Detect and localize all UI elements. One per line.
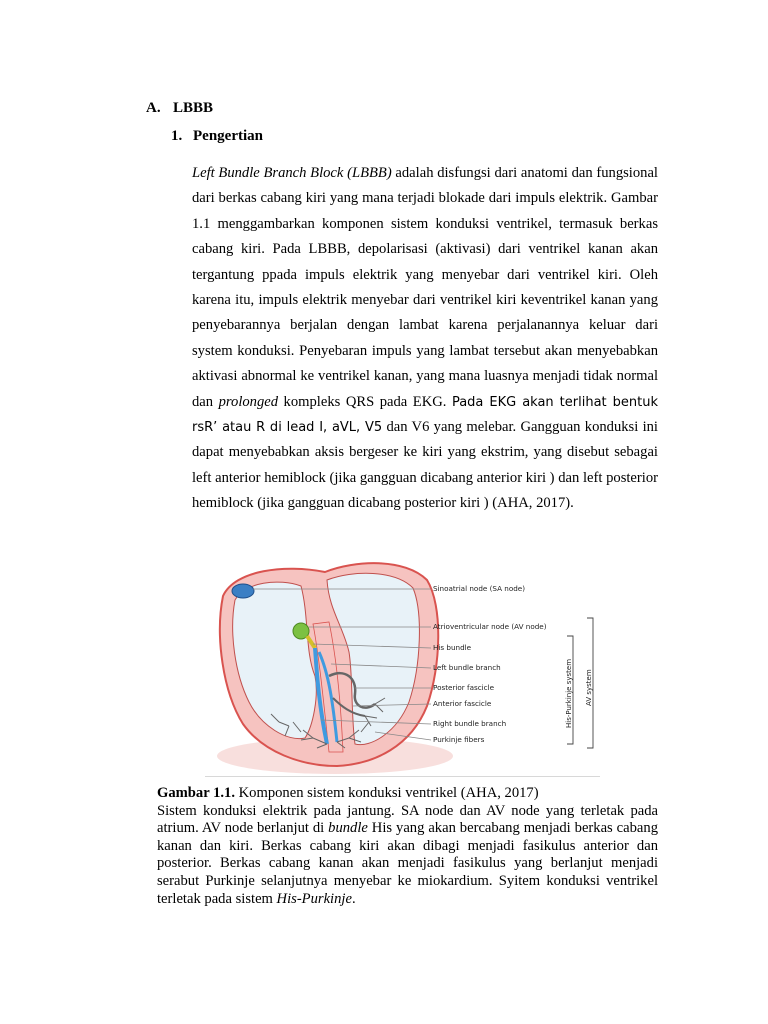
caption-term-bundle: bundle: [328, 820, 368, 837]
caption-text-2: His yang akan bercabang menjadi berkas cabang kanan dan kiri. Berkas cabang kiri akan dibagi menjadi fasikulus anterior dan posterior. Berkas cabang kanan akan menjadi fasikulus yang berlanjut menjadi serabut Purkinje selanjutnya menyebar ke miokardium. Syitem konduksi ventrikel terletak pada sistem: [157, 820, 658, 907]
section-title: LBBB: [173, 100, 214, 116]
sa-node: [232, 584, 254, 598]
paragraph-text-3: dan V6 yang melebar. Gangguan konduksi ini dapat menyebabkan aksis bergeser ke kiri yang ekstrim, yang disebut sebagai left anterior hemiblock (jika gangguan dicabang anterior kiri ) dan left posterior hemiblock (jika gangguan dicabang posterior kiri ) (AHA, 2017).: [192, 419, 658, 512]
label-left-bundle: Left bundle branch: [433, 663, 501, 672]
caption-title: Komponen sistem konduksi ventrikel (AHA, 2017): [234, 785, 539, 801]
label-his-bundle: His bundle: [433, 643, 472, 652]
label-his-purkinje-system: His-Purkinje system: [565, 658, 573, 728]
label-av-node: Atrioventricular node (AV node): [433, 622, 547, 631]
term-lbbb: Left Bundle Branch Block (LBBB): [192, 165, 392, 181]
caption-title-line: [157, 785, 658, 803]
paragraph-ecg-text: Pada EKG akan terlihat bentuk rsR’ atau R di lead I, aVL, V5: [192, 394, 658, 436]
label-sa-node: Sinoatrial node (SA node): [433, 584, 526, 593]
heart-conduction-figure: [205, 556, 600, 778]
paragraph-text-1: adalah disfungsi dari anatomi dan fungsional dari berkas cabang kiri yang mana terjadi blokade dari impuls elektrik. Gambar 1.1 menggambarkan komponen sistem konduksi ventrikel, termasuk berkas cabang kiri. Pada LBBB, depolarisasi (aktivasi) dari ventrikel kanan akan tergantung ppada impuls elektrik yang menyebar dari ventrikel kiri. Oleh karena itu, impuls elektrik menyebar dari ventrikel kiri keventrikel kanan yang penyebarannya berjalan dengan lambat karena perjalanannya keluar dari system konduksi. Penyebaran impuls yang lambat tersebut akan menyebabkan aktivasi abnormal ke ventrikel kanan, yang mana luasnya menjadi tidak normal dan: [192, 165, 658, 410]
term-prolonged: prolonged: [218, 393, 279, 410]
label-av-system: AV system: [585, 669, 593, 706]
heart-diagram: [205, 556, 600, 778]
figure-divider: [205, 776, 600, 777]
caption-text-1: Sistem konduksi elektrik pada jantung. SA node dan AV node yang terletak pada atrium. AV node berlanjut di: [157, 802, 658, 837]
label-right-bundle: Right bundle branch: [433, 719, 507, 728]
caption-text-3: .: [351, 890, 356, 907]
label-anterior-fascicle: Anterior fascicle: [433, 699, 492, 708]
figure-caption: [157, 785, 658, 908]
section-number: A.: [146, 100, 161, 116]
body-paragraph: [192, 161, 658, 517]
caption-term-his-purkinje: His-Purkinje: [276, 890, 352, 907]
section-heading: [146, 100, 213, 117]
subsection-title: Pengertian: [193, 128, 263, 144]
caption-description: [157, 803, 658, 909]
paragraph-text-2: kompleks QRS pada EKG.: [278, 393, 452, 410]
label-purkinje: Purkinje fibers: [433, 735, 485, 744]
subsection-number: 1.: [171, 128, 183, 144]
subsection-heading: [171, 128, 263, 145]
label-posterior-fascicle: Posterior fascicle: [433, 683, 495, 692]
caption-label: Gambar 1.1.: [157, 785, 235, 801]
